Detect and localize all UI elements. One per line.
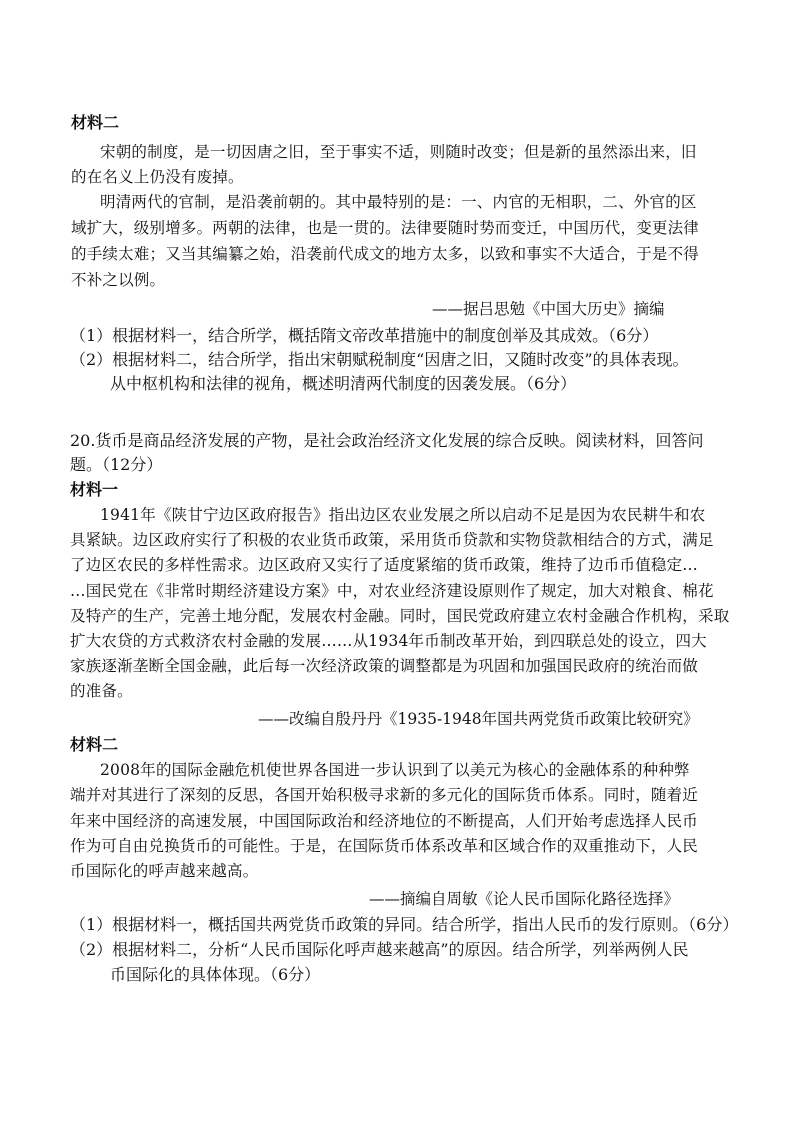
material1-line: 的准备。 xyxy=(70,682,133,700)
material1-line: 及特产的生产，完善土地分配，发展农村金融。同时，国民党政府建立农村金融合作机构，采取 xyxy=(70,607,730,625)
material1-source: ——改编自殷丹丹《1935-1948年国共两党货币政策比较研究》 xyxy=(258,710,699,728)
material2-line: 端并对其进行了深刻的反思，各国开始积极寻求新的多元化的国际货币体系。同时，随着近 xyxy=(70,786,699,804)
material2-line: 年来中国经济的高速发展，中国国际政治和经济地位的不断提高，人们开始考虑选择人民币 xyxy=(70,812,699,830)
section1-p2-line: 明清两代的官制，是沿袭前朝的。其中最特别的是：一、内官的无相职，二、外官的区 xyxy=(100,193,697,211)
material2-source: ——摘编自周敏《论人民币国际化路径选择》 xyxy=(369,890,680,908)
section1-p2-line: 不补之以例。 xyxy=(71,271,166,289)
section1-question-1: （1）根据材料一，结合所学，概括隋文帝改革措施中的制度创举及其成效。（6分） xyxy=(70,326,659,345)
material2-heading: 材料二 xyxy=(70,735,119,754)
question20-question-1: （1）根据材料一，概括国共两党货币政策的异同。结合所学，指出人民币的发行原则。（6分） xyxy=(70,915,739,934)
question20-question-2: （2）根据材料二，分析“人民币国际化呼声越来越高”的原因。结合所学，列举两例人民 xyxy=(70,940,689,959)
material1-line: 扩大农贷的方式救济农村金融的发展……从1934年币制改革开始，到四联总处的设立，四大 xyxy=(70,632,707,650)
question20-question-2-cont: 币国际化的具体体现。（6分） xyxy=(110,965,321,984)
section1-question-2-cont: 从中枢机构和法律的视角，概述明清两代制度的因袭发展。（6分） xyxy=(110,374,577,393)
section1-question-2: （2）根据材料二，结合所学，指出宋朝赋税制度“因唐之旧，又随时改变”的具体表现。 xyxy=(70,350,689,369)
section1-p2-line: 的手续太难；又当其编纂之始，沿袭前代成文的地方太多，以致和事实不大适合，于是不得 xyxy=(71,245,700,263)
question20-stem-line: 题。（12分） xyxy=(70,455,163,474)
material1-line: 了边区农民的多样性需求。边区政府又实行了适度紧缩的货币政策，维持了边币币值稳定… xyxy=(70,556,699,574)
section1-p1-line: 的在名义上仍没有废掉。 xyxy=(71,168,244,186)
material1-line: 1941年《陕甘宁边区政府报告》指出边区农业发展之所以启动不足是因为农民耕牛和农 xyxy=(100,506,706,524)
section1-p2-line: 域扩大，级别增多。两朝的法律，也是一贯的。法律要随时势而变迁，中国历代，变更法律 xyxy=(71,219,700,237)
material2-line: 作为可自由兑换货币的可能性。于是，在国际货币体系改革和区域合作的双重推动下，人民 xyxy=(70,837,699,855)
section1-heading: 材料二 xyxy=(71,113,120,132)
material1-line: …国民党在《非常时期经济建设方案》中，对农业经济建设原则作了规定，加大对粮食、棉花 xyxy=(70,582,714,600)
section1-source: ——据吕思勉《中国大历史》摘编 xyxy=(432,300,665,318)
material1-heading: 材料一 xyxy=(70,480,119,499)
section1-p1-line: 宋朝的制度，是一切因唐之旧，至于事实不适，则随时改变；但是新的虽然添出来，旧 xyxy=(100,143,697,161)
material1-line: 家族逐渐垄断全国金融，此后每一次经济政策的调整都是为巩固和加强国民政府的统治而做 xyxy=(70,657,699,675)
material1-line: 具紧缺。边区政府实行了积极的农业货币政策，采用货币贷款和实物贷款相结合的方式，满足 xyxy=(70,531,714,549)
material2-line: 2008年的国际金融危机使世界各国进一步认识到了以美元为核心的金融体系的种种弊 xyxy=(100,761,690,779)
question20-stem-line: 20.货币是商品经济发展的产物，是社会政治经济文化发展的综合反映。阅读材料，回答问 xyxy=(70,431,704,450)
material2-line: 币国际化的呼声越来越高。 xyxy=(70,862,259,880)
